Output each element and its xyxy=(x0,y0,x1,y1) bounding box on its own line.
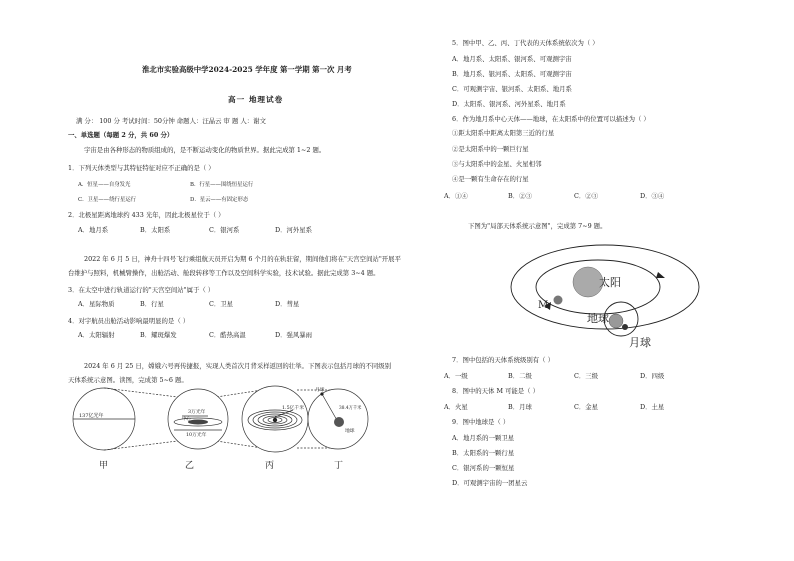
passage-3-line1: 2024 年 6 月 25 日，嫦娥六号再传捷报，实现人类首次月背采样返回的壮举。下图表示包括月球的不同级别 xyxy=(84,362,392,370)
label-earth: 地球 xyxy=(345,429,355,434)
q5-stem: 5．图中甲、乙、丙、丁代表的天体系统依次为（ ） xyxy=(452,39,599,47)
sun-dot xyxy=(273,418,277,422)
q7-option-b: B．二级 xyxy=(508,372,532,380)
q6-option-d: D．③④ xyxy=(640,192,665,200)
passage-1: 宇宙是由各种形态的物质组成的，是不断运动变化的物质世界。据此完成第 1~2 题。 xyxy=(84,146,326,154)
q7-option-d: D．四级 xyxy=(640,372,665,380)
label-moon: 月球 xyxy=(315,388,325,393)
q4-option-d: D．强风暴雨 xyxy=(275,331,313,339)
q1-stem: 1．下列天体类型与其特征特征对应不正确的是（ ） xyxy=(68,164,215,172)
caption-ding: 丁 xyxy=(334,461,344,471)
q6-stem: 6．作为地月系中心天体——地球，在太阳系中的位置可以描述为（ ） xyxy=(452,115,650,123)
section-heading: 一、单选题（每题 2 分，共 60 分） xyxy=(68,131,174,139)
q6-statement-4: ④是一颗有生命存在的行星 xyxy=(452,175,529,183)
q1-option-b: B．行星——围绕恒星运行 xyxy=(190,182,254,188)
q9-option-d: D．可观测宇宙的一团星云 xyxy=(452,479,528,487)
passage-2-line1: 2022 年 6 月 5 日，神舟十四号飞行乘组航天员开启为期 6 个月的在轨驻留，期间他们将在"天宫空间站"开展平 xyxy=(84,255,401,263)
q2-option-d: D．河外星系 xyxy=(275,226,313,234)
q2-option-c: C．银河系 xyxy=(209,226,240,234)
figure-2-caption: 下图为"局部天体系统示意图"，完成第 7~9 题。 xyxy=(468,222,607,230)
exam-title: 淮北市实验高级中学2024-2025 学年度 第一学期 第一次 月考 xyxy=(142,65,352,74)
q9-option-b: B．太阳系的一颗行星 xyxy=(452,449,515,457)
q8-stem: 8．图中的天体 M 可能是（ ） xyxy=(452,387,540,395)
q8-option-d: D．土星 xyxy=(640,403,665,411)
q1-option-c: C．卫星——绕行星运行 xyxy=(78,197,137,203)
q4-option-a: A．太阳辐射 xyxy=(78,331,115,339)
label-earth: 地球 xyxy=(587,312,609,325)
q3-option-a: A．星际物质 xyxy=(78,300,115,308)
q2-option-b: B．太阳系 xyxy=(140,226,171,234)
q5-option-a: A．地月系、太阳系、银河系、可观测宇宙 xyxy=(452,55,572,63)
passage-2-line2: 台维护与照料，机械臂操作，出舱活动、舱段转移等工作以及空间科学实验，技术试验。据此完成第 3~4 题。 xyxy=(68,269,380,277)
q6-statement-1: ①距太阳系中距离太阳第三近的行星 xyxy=(452,129,555,137)
orbit-arrow xyxy=(656,272,665,278)
q8-option-a: A．火星 xyxy=(444,403,468,411)
q4-stem: 4．对宇航员出舱活动影响最明显的是（ ） xyxy=(68,317,190,325)
q7-option-c: C．三级 xyxy=(574,372,599,380)
label-center: 中心 xyxy=(182,417,191,422)
label-m: M xyxy=(538,300,549,311)
q3-option-d: D．彗星 xyxy=(275,300,300,308)
q8-option-b: B．月球 xyxy=(508,403,532,411)
label-10w: 10万光年 xyxy=(186,433,207,438)
label-3w: 3万光年 xyxy=(188,410,206,415)
caption-bing: 丙 xyxy=(265,461,275,471)
q4-option-c: C．酷热高温 xyxy=(209,331,246,339)
q4-option-b: B．耀斑爆发 xyxy=(140,331,177,339)
q9-option-c: C．银河系的一颗恒星 xyxy=(452,464,515,472)
label-moon: 月球 xyxy=(629,336,651,349)
celestial-systems-figure xyxy=(62,384,392,474)
q6-option-a: A．①④ xyxy=(444,192,468,200)
galaxy-bulge xyxy=(188,420,208,425)
label-sun: 太阳 xyxy=(599,276,621,289)
q5-option-b: B．地月系、银河系、太阳系、可观测宇宙 xyxy=(452,70,572,78)
q1-option-a: A．恒星——自身发光 xyxy=(78,182,131,188)
q2-stem: 2．北极星距离地球约 433 光年，因此北极星位于（ ） xyxy=(68,211,225,219)
exam-meta: 满 分： 100 分 考试时间：50分钟 命题人：汪晶云 审 题 人：谢文 xyxy=(76,117,266,125)
label-137: 137亿光年 xyxy=(79,413,104,419)
q8-option-c: C．金星 xyxy=(574,403,599,411)
q7-stem: 7．图中包括的天体系统级别有（ ） xyxy=(452,356,554,364)
exam-subtitle: 高一 地理试卷 xyxy=(228,95,284,104)
q6-option-b: B．②③ xyxy=(508,192,532,200)
q6-option-c: C．②③ xyxy=(574,192,599,200)
moon-body xyxy=(622,324,628,330)
caption-jia: 甲 xyxy=(99,461,109,471)
q3-option-b: B．行星 xyxy=(140,300,164,308)
earth-dot xyxy=(334,417,344,427)
planet-m-body xyxy=(554,296,563,305)
label-384: 38.4万千米 xyxy=(339,406,362,411)
solar-system-figure xyxy=(508,234,718,352)
q3-stem: 3．在太空中进行轨道运行的"天宫空间站"属于（ ） xyxy=(68,286,215,294)
q7-option-a: A．一级 xyxy=(444,372,468,380)
q3-option-c: C．卫星 xyxy=(209,300,234,308)
passage-3-line2: 天体系统示意图。读图，完成第 5~6 题。 xyxy=(68,376,188,384)
q9-option-a: A．地月系的一颗卫星 xyxy=(452,434,515,442)
q5-option-d: D．太阳系、银河系、河外星系、地月系 xyxy=(452,100,566,108)
q9-stem: 9．图中地球是（ ） xyxy=(452,418,510,426)
caption-yi: 乙 xyxy=(185,461,195,471)
q6-statement-2: ②是太阳系中的一颗巨行星 xyxy=(452,145,529,153)
q6-statement-3: ③与太阳系中的金星、火星相邻 xyxy=(452,160,542,168)
q1-option-d: D．星云——有固定形态 xyxy=(190,197,249,203)
q5-option-c: C．可观测宇宙、银河系、太阳系、地月系 xyxy=(452,85,572,93)
q2-option-a: A．地月系 xyxy=(78,226,109,234)
label-15yi: 1.5亿千米 xyxy=(282,406,305,411)
